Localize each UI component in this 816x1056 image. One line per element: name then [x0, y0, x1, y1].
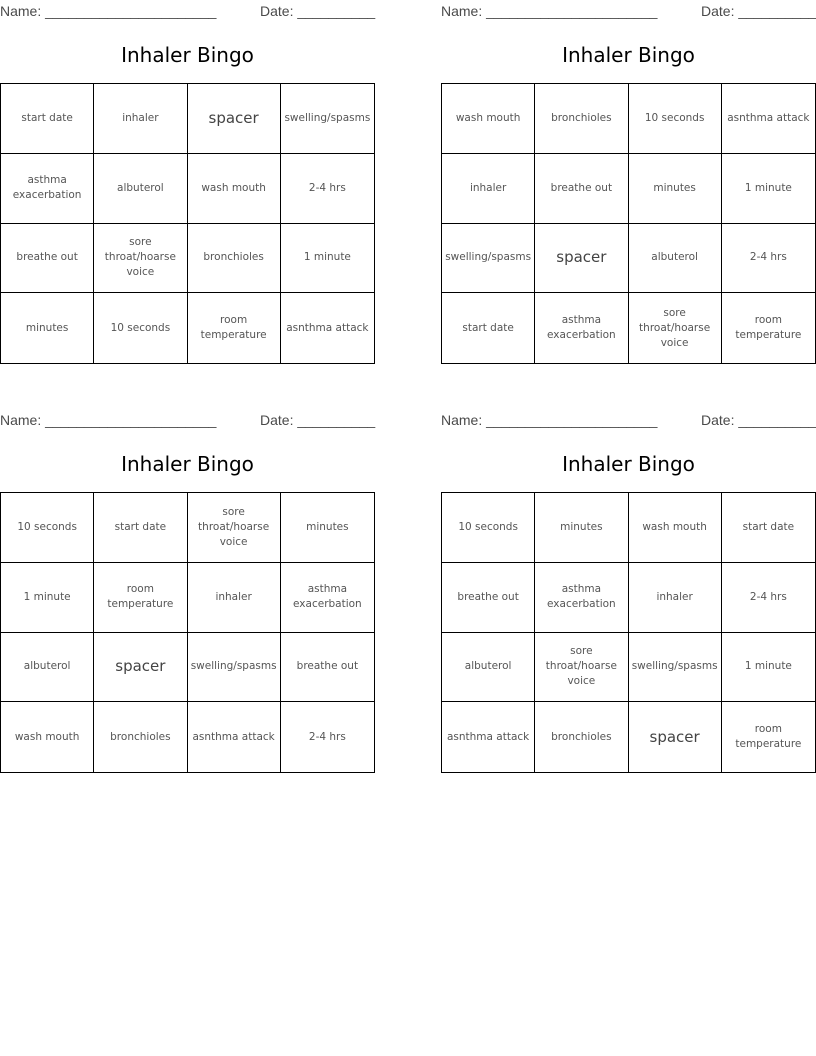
card-header — [0, 410, 375, 432]
bingo-card-1 — [0, 1, 376, 342]
bingo-cell: 2-4 hrs — [281, 154, 374, 224]
bingo-cell: wash mouth — [442, 84, 535, 154]
bingo-cell: sore throat/hoarse voice — [188, 493, 281, 563]
date-field: Date: __________ — [260, 412, 376, 428]
bingo-cell: spacer — [629, 702, 722, 772]
bingo-cell: bronchioles — [188, 224, 281, 294]
bingo-cell: room temperature — [735, 314, 802, 342]
bingo-cell: wash mouth — [188, 154, 281, 224]
date-field: Date: __________ — [260, 3, 376, 19]
bingo-cell: asnthma attack — [286, 321, 369, 334]
bingo-cell: 1 minute — [1, 563, 94, 633]
bingo-cell: minutes — [629, 154, 722, 224]
bingo-grid — [0, 492, 375, 773]
bingo-cell: asthma exacerbation — [281, 563, 374, 633]
bingo-cell: sore throat/hoarse voice — [94, 224, 187, 294]
bingo-cell: asnthma attack — [188, 702, 281, 772]
bingo-grid — [0, 83, 375, 364]
bingo-cell: asnthma attack — [442, 702, 535, 772]
bingo-cell: breathe out — [1, 224, 94, 294]
name-field: Name: ______________________ — [0, 412, 217, 428]
bingo-cell: sore throat/hoarse voice — [535, 633, 628, 703]
bingo-cell: spacer — [188, 84, 281, 154]
bingo-cell: inhaler — [94, 84, 187, 154]
bingo-cell: inhaler — [442, 154, 535, 224]
bingo-cell: albuterol — [1, 633, 94, 703]
bingo-cell: 1 minute — [722, 154, 815, 224]
bingo-cell: spacer — [94, 633, 187, 703]
card-title: Inhaler Bingo — [562, 452, 695, 476]
bingo-cell: swelling/spasms — [442, 224, 535, 294]
bingo-card-2 — [441, 1, 816, 349]
bingo-cell: minutes — [535, 493, 628, 563]
bingo-cell: asthma exacerbation — [1, 154, 94, 224]
bingo-cell: asthma exacerbation — [535, 563, 628, 633]
bingo-cell: breathe out — [442, 563, 535, 633]
bingo-cell: 10 seconds — [629, 84, 722, 154]
bingo-cell: 10 seconds — [94, 293, 187, 363]
card-header — [441, 410, 816, 432]
card-header — [0, 1, 375, 23]
bingo-cell: albuterol — [629, 224, 722, 294]
bingo-cell: wash mouth — [629, 493, 722, 563]
date-field: Date: __________ — [701, 412, 816, 428]
bingo-cell: 2-4 hrs — [722, 224, 815, 294]
bingo-cell: swelling/spasms — [629, 633, 722, 703]
bingo-cell: 2-4 hrs — [308, 730, 346, 743]
bingo-cell: start date — [1, 84, 94, 154]
bingo-cell: 10 seconds — [1, 493, 94, 563]
bingo-cell: swelling/spasms — [188, 633, 281, 703]
bingo-cell: 10 seconds — [442, 493, 535, 563]
bingo-cell: sore throat/hoarse voice — [629, 293, 722, 363]
bingo-cell: bronchioles — [535, 702, 628, 772]
bingo-cell: start date — [94, 493, 187, 563]
card-title: Inhaler Bingo — [121, 43, 254, 67]
bingo-cell: swelling/spasms — [281, 84, 374, 154]
bingo-cell: room temperature — [735, 723, 802, 751]
bingo-card-4 — [441, 410, 816, 751]
bingo-cell: minutes — [281, 493, 374, 563]
bingo-cell: breathe out — [281, 633, 374, 703]
bingo-cell: albuterol — [442, 633, 535, 703]
bingo-grid — [441, 492, 816, 773]
bingo-cell: asthma exacerbation — [535, 293, 628, 363]
bingo-cell: asnthma attack — [722, 84, 815, 154]
bingo-cell: 1 minute — [281, 224, 374, 294]
bingo-cell: start date — [442, 293, 535, 363]
card-title: Inhaler Bingo — [121, 452, 254, 476]
bingo-cell: 1 minute — [722, 633, 815, 703]
bingo-cell: breathe out — [535, 154, 628, 224]
bingo-cell: bronchioles — [94, 702, 187, 772]
bingo-cell: albuterol — [94, 154, 187, 224]
date-field: Date: __________ — [701, 3, 816, 19]
card-title: Inhaler Bingo — [562, 43, 695, 67]
name-field: Name: ______________________ — [441, 3, 658, 19]
bingo-cell: wash mouth — [1, 702, 94, 772]
card-header — [441, 1, 816, 23]
bingo-cell: room temperature — [188, 293, 281, 363]
bingo-cell: room temperature — [94, 563, 187, 633]
name-field: Name: ______________________ — [441, 412, 658, 428]
bingo-grid — [441, 83, 816, 364]
bingo-cell: 2-4 hrs — [722, 563, 815, 633]
name-field: Name: ______________________ — [0, 3, 217, 19]
bingo-card-3 — [0, 410, 376, 743]
bingo-cell: minutes — [1, 293, 94, 363]
bingo-cell: start date — [722, 493, 815, 563]
bingo-cell: bronchioles — [535, 84, 628, 154]
bingo-cell: spacer — [535, 224, 628, 294]
bingo-cell: inhaler — [188, 563, 281, 633]
bingo-cell: inhaler — [629, 563, 722, 633]
